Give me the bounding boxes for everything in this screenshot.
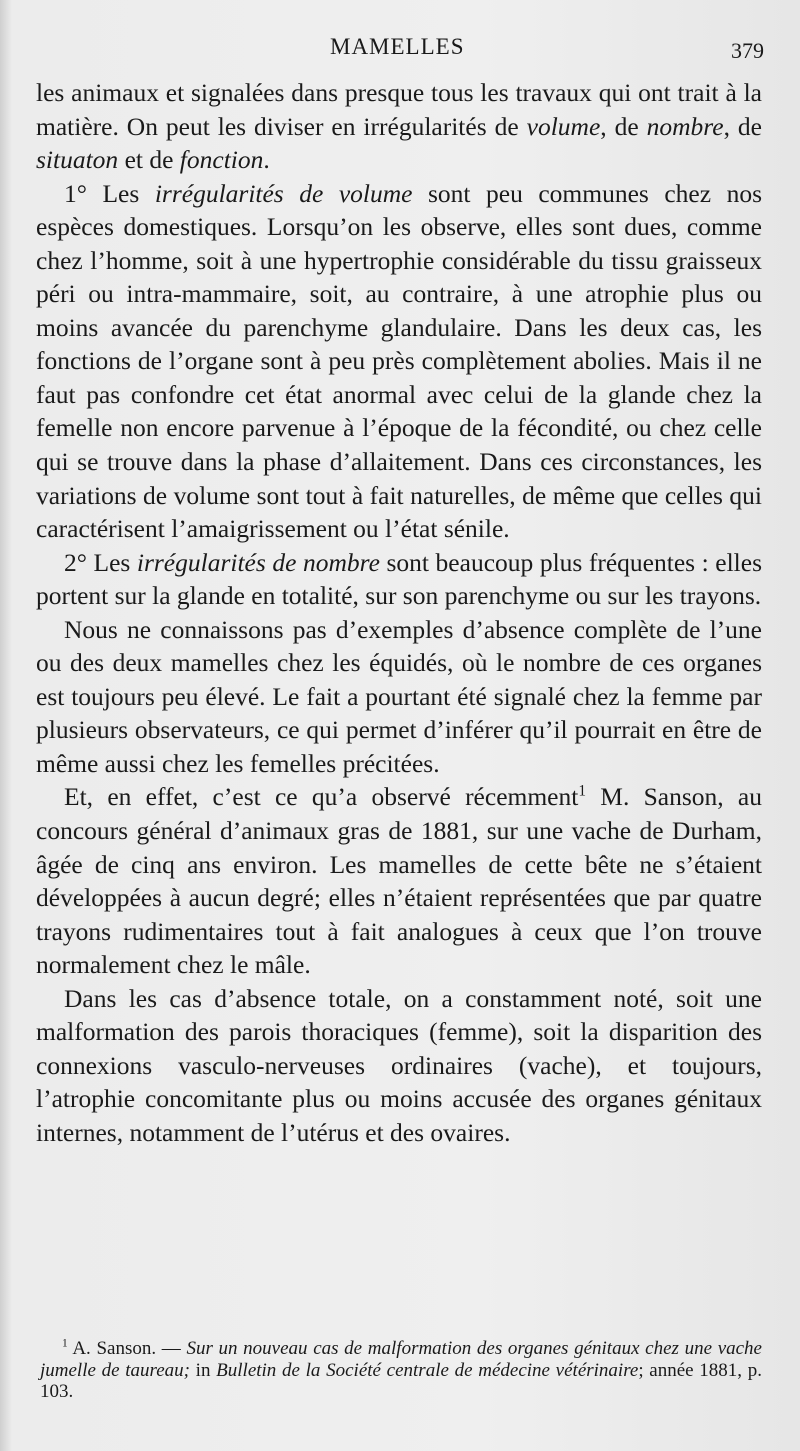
text-run: Dans les cas d’absence totale, on a constamment noté, soit une malformation des parois thoraciques (femme), soit la disparition des connexions vasculo-nerveuses ordinaires (vache), et toujours, l’atrophie concomitante plus ou moins accusée des organes génitaux internes, notamment de l’utérus et des ovaires. [36, 983, 762, 1147]
footnote-marker: 1 [62, 1337, 68, 1350]
italic-text: nombre [646, 111, 724, 141]
paragraph-6 [36, 982, 762, 1150]
text-run: Nous ne connaissons pas d’exemples d’absence complète de l’une ou des deux mamelles chez les équidés, où le nombre de ces organes est toujours peu élevé. Le fait a pourtant été signalé chez la femme par plusieurs observateurs, ce qui permet d’inférer qu’il pourrait en être de même aussi chez les femelles précitées. [36, 614, 762, 778]
text-run: 2° Les [64, 547, 137, 577]
paragraph-5 [36, 780, 762, 981]
running-title: MAMELLES [330, 34, 465, 59]
text-run: in [189, 1359, 217, 1381]
footnote-1 [40, 1338, 762, 1403]
italic-text: irrégularités de nombre [136, 547, 380, 577]
italic-text: Sur un nouveau cas de malformation des organes génitaux chez une vache jumelle de taureau; [40, 1338, 762, 1381]
paragraph-1 [36, 76, 762, 177]
text-run: les animaux et signalées dans presque tous les travaux qui ont trait à la matière. On peut les diviser en irrégularités de [36, 78, 762, 141]
page-header [0, 30, 800, 66]
body-text [36, 76, 762, 1150]
footnotes [40, 1338, 762, 1403]
text-run: Et, en effet, c’est ce qu’a observé récemment [64, 782, 579, 812]
text-run: , de [600, 111, 647, 141]
page-number: 379 [731, 38, 764, 63]
italic-text: fonction [179, 145, 264, 175]
paragraph-3 [36, 546, 762, 613]
italic-text: volume [526, 111, 601, 141]
text-run: ; année 1881, p. 103. [40, 1359, 762, 1402]
text-run: . [263, 145, 270, 175]
text-run: et de [118, 145, 180, 175]
text-run: A. Sanson. — [67, 1338, 187, 1359]
italic-text: situaton [36, 145, 119, 175]
paragraph-4 [36, 613, 762, 781]
italic-text: Bulletin de la Société centrale de médecine vétérinaire [216, 1359, 639, 1381]
text-run: M. Sanson, au concours général d’animaux gras de 1881, sur une vache de Durham, âgée de cinq ans environ. Les mamelles de cette bête ne s’étaient développées à aucun degré; elles n’étaient représentées que par quatre trayons rudimentaires tout à fait analogues à ceux que l’on trouve normalement chez le mâle. [36, 782, 763, 980]
paragraph-2 [36, 177, 762, 546]
text-run: sont beaucoup plus fréquentes : elles portent sur la glande en totalité, sur son parenchyme ou sur les trayons. [36, 547, 762, 611]
text-run: , de [723, 111, 762, 141]
text-run: sont peu communes chez nos espèces domestiques. Lorsqu’on les observe, elles sont dues, comme chez l’homme, soit à une hypertrophie considérable du tissu graisseux péri ou intra-mammaire, soit, au contraire, à une atrophie plus ou moins avancée du parenchyme glandulaire. Dans les deux cas, les fonctions de l’organe sont à peu près complètement abolies. Mais il ne faut pas confondre cet état anormal avec celui de la glande chez la femelle non encore parvenue à l’époque de la fécondité, ou chez celle qui se trouve dans la phase d’allaitement. Dans ces circonstances, les variations de volume sont tout à fait naturelles, de même que celles qui caractérisent l’amaigrissement ou l’état sénile. [36, 178, 763, 544]
text-run: 1° Les [64, 178, 155, 208]
footnote-marker: 1 [578, 782, 586, 800]
italic-text: irrégularités de volume [154, 178, 413, 208]
